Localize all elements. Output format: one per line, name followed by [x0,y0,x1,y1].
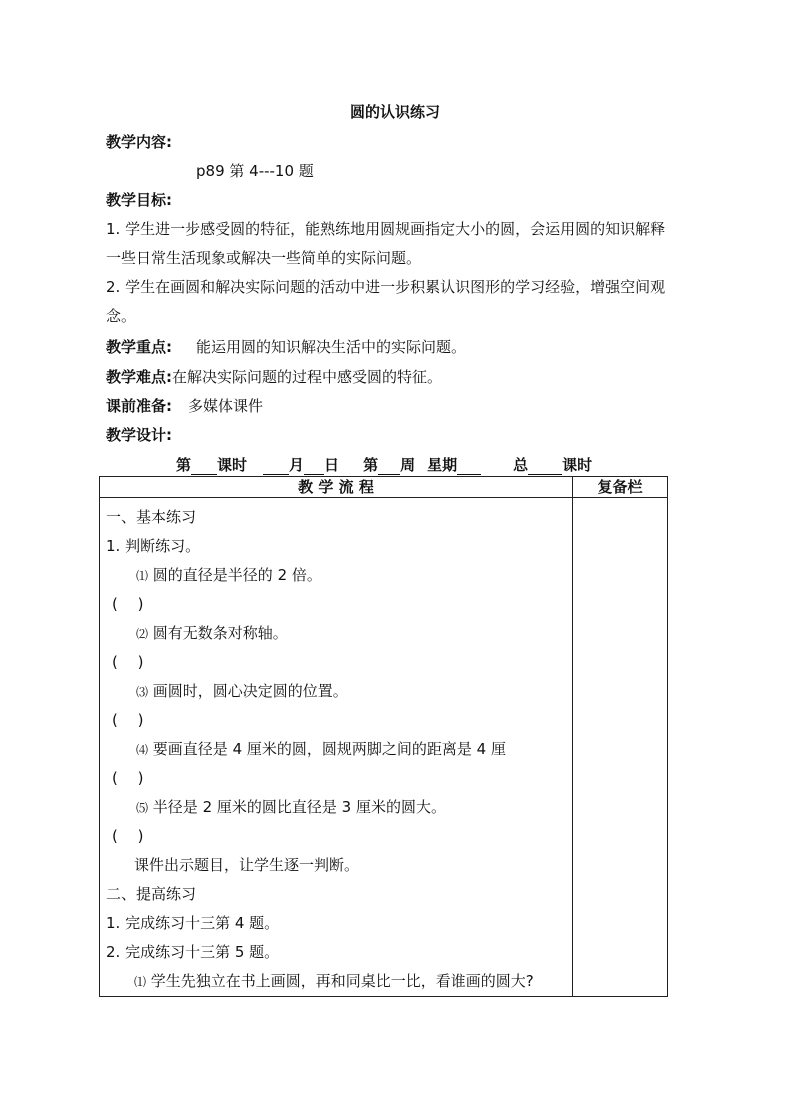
section-advanced: 二、提高练习 [106,885,197,903]
schedule-keshi2: 课时 [562,456,593,474]
flow-cell [100,498,573,997]
teacher-note: 课件出示题目，让学生逐一判断。 [134,856,360,874]
sub1-number: ⑴ [134,975,147,989]
col-header-flow: 教 学 流 程 [100,477,573,498]
blank-month [263,458,289,475]
schedule-xingqi: 星期 [427,456,458,474]
prep-text: 多媒体课件 [188,397,264,415]
q5-text: 半径是 2 厘米的圆比直径是 3 厘米的圆大。 [152,798,446,816]
keypoint-label: 教学重点: [106,338,172,356]
question-5 [136,797,446,818]
question-2 [136,623,288,644]
prep-row [106,396,263,416]
answer-blank-1: ( ) [112,595,144,613]
blank-day [304,458,324,475]
goal1-line1: 1. 学生进一步感受圆的特征，能熟练地用圆规画指定大小的圆，会运用圆的知识解释 [106,220,666,238]
content-value: p89 第 4---10 题 [196,162,314,180]
question-3 [136,681,348,702]
q1-text: 圆的直径是半径的 2 倍。 [152,566,322,584]
item-exercise-4: 1. 完成练习十三第 4 题。 [106,914,280,932]
review-cell [573,498,668,997]
schedule-di: 第 [176,456,192,474]
q4-number: ⑷ [136,743,149,757]
col-header-review: 复备栏 [573,477,668,498]
schedule-yue: 月 [289,456,305,474]
design-heading: 教学设计: [106,426,172,444]
prep-label: 课前准备: [106,397,172,415]
goal1-line2: 一些日常生活现象或解决一些简单的实际问题。 [106,249,422,267]
q2-text: 圆有无数条对称轴。 [152,624,288,642]
item-exercise-5: 2. 完成练习十三第 5 题。 [106,943,280,961]
section-basic: 一、基本练习 [106,508,197,526]
answer-blank-2: ( ) [112,653,144,671]
goals-heading: 教学目标: [106,191,172,209]
goal2-line2: 念。 [106,307,137,325]
answer-blank-3: ( ) [112,711,144,729]
schedule-zong: 总 [513,456,529,474]
blank-lesson [191,458,217,475]
item-judge: 1. 判断练习。 [106,537,201,555]
goal2-line1: 2. 学生在画圆和解决实际问题的活动中进一步积累认识图形的学习经验，增强空间观 [106,278,666,296]
keypoint-text: 能运用圆的知识解决生活中的实际问题。 [196,338,467,356]
answer-blank-4: ( ) [112,769,144,787]
lesson-table [99,476,668,997]
q3-text: 画圆时，圆心决定圆的位置。 [152,682,348,700]
blank-weekday [457,458,481,475]
sub-question-1 [134,971,534,992]
difficulty-row [106,367,442,387]
blank-week [378,458,400,475]
schedule-di2: 第 [363,456,379,474]
content-heading: 教学内容: [106,133,172,151]
answer-blank-5: ( ) [112,827,144,845]
q3-number: ⑶ [136,685,149,699]
schedule-ri: 日 [324,456,340,474]
q5-number: ⑸ [136,801,149,815]
schedule-line [176,454,592,475]
q2-number: ⑵ [136,627,149,641]
q1-number: ⑴ [136,569,149,583]
question-4 [136,739,506,760]
sub1-text: 学生先独立在书上画圆，再和同桌比一比，看谁画的圆大? [150,972,534,990]
question-1 [136,565,322,586]
blank-total [528,458,562,475]
schedule-zhou: 周 [400,456,416,474]
difficulty-text: 在解决实际问题的过程中感受圆的特征。 [172,368,443,386]
q4-text: 要画直径是 4 厘米的圆，圆规两脚之间的距离是 4 厘 [152,740,506,758]
difficulty-label: 教学难点: [106,368,172,386]
keypoint-row [106,337,466,357]
page-title: 圆的认识练习 [349,103,440,121]
schedule-keshi: 课时 [217,456,248,474]
